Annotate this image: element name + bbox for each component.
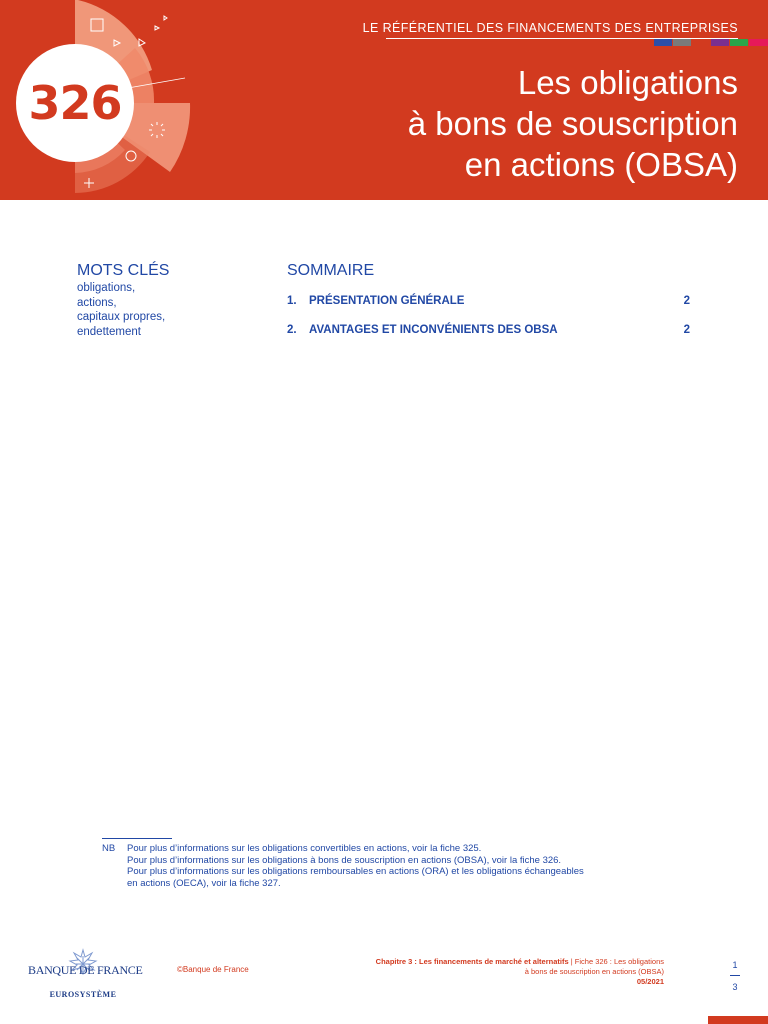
page-current: 1 — [732, 960, 738, 970]
title-line-1: Les obligations — [517, 64, 738, 101]
swatch-red — [692, 39, 710, 46]
title-line-2: à bons de souscription — [407, 105, 738, 142]
keywords-list — [77, 281, 165, 339]
footer-reference — [344, 957, 664, 987]
swatch-purple — [711, 39, 729, 46]
note-divider — [102, 838, 172, 839]
note-line: Pour plus d’informations sur les obligations à bons de souscription en actions (OBSA), voir la fiche 326. — [127, 854, 562, 866]
corner-accent — [708, 1016, 768, 1024]
swatch-green — [730, 39, 748, 46]
page-divider — [730, 975, 740, 976]
summary-item-number: 1. — [287, 295, 297, 307]
color-swatches — [654, 39, 768, 46]
keyword-item: actions, — [77, 296, 117, 309]
note-line: Pour plus d’informations sur les obligations convertibles en actions, voir la fiche 325. — [127, 843, 482, 854]
footer-fiche-ref: | Fiche 326 : Les obligations — [568, 957, 664, 966]
footer-date: 05/2021 — [636, 977, 664, 986]
keyword-item: obligations, — [77, 282, 136, 294]
footer-ref-line-1 — [344, 957, 664, 967]
summary-item-avantages[interactable] — [287, 324, 690, 353]
keywords-heading: MOTS CLÉS — [77, 262, 170, 279]
footer-ref-line-2: à bons de souscription en actions (OBSA) — [524, 966, 664, 976]
summary-item-page: 2 — [683, 295, 690, 307]
keyword-item: capitaux propres, — [77, 311, 166, 323]
footer-chapter: Chapitre 3 : Les financements de marché et alternatifs — [375, 957, 569, 966]
swatch-blue — [654, 39, 672, 46]
page-title — [318, 62, 738, 185]
summary-list — [287, 295, 690, 353]
fiche-number: 326 — [28, 76, 122, 130]
title-line-3: en actions (OBSA) — [464, 146, 738, 183]
swatch-pink — [749, 39, 768, 46]
summary-item-label: PRÉSENTATION GÉNÉRALE — [309, 295, 465, 307]
logo-name: BANQUE DE FRANCE — [28, 963, 143, 977]
series-title: LE RÉFÉRENTIEL DES FINANCEMENTS DES ENTREPRISES — [362, 21, 738, 35]
swatch-gray — [673, 39, 691, 46]
header-banner — [0, 0, 768, 200]
logo-subtitle: EUROSYSTÈME — [49, 990, 117, 999]
summary-heading: SOMMAIRE — [287, 262, 375, 279]
summary-item-label: AVANTAGES ET INCONVÉNIENTS DES OBSA — [309, 324, 558, 336]
note-text — [127, 843, 584, 890]
summary-item-page: 2 — [683, 324, 690, 336]
page-total: 3 — [732, 982, 738, 992]
note-line: Pour plus d’informations sur les obligations remboursables en actions (ORA) et les obligations échangeables — [127, 866, 584, 878]
note-label: NB — [102, 843, 116, 854]
summary-item-presentation[interactable] — [287, 295, 690, 324]
summary-item-number: 2. — [287, 324, 297, 336]
note-line: en actions (OECA), voir la fiche 327. — [127, 878, 281, 890]
copyright: ©Banque de France — [177, 965, 249, 974]
keyword-item: endettement — [77, 325, 141, 338]
